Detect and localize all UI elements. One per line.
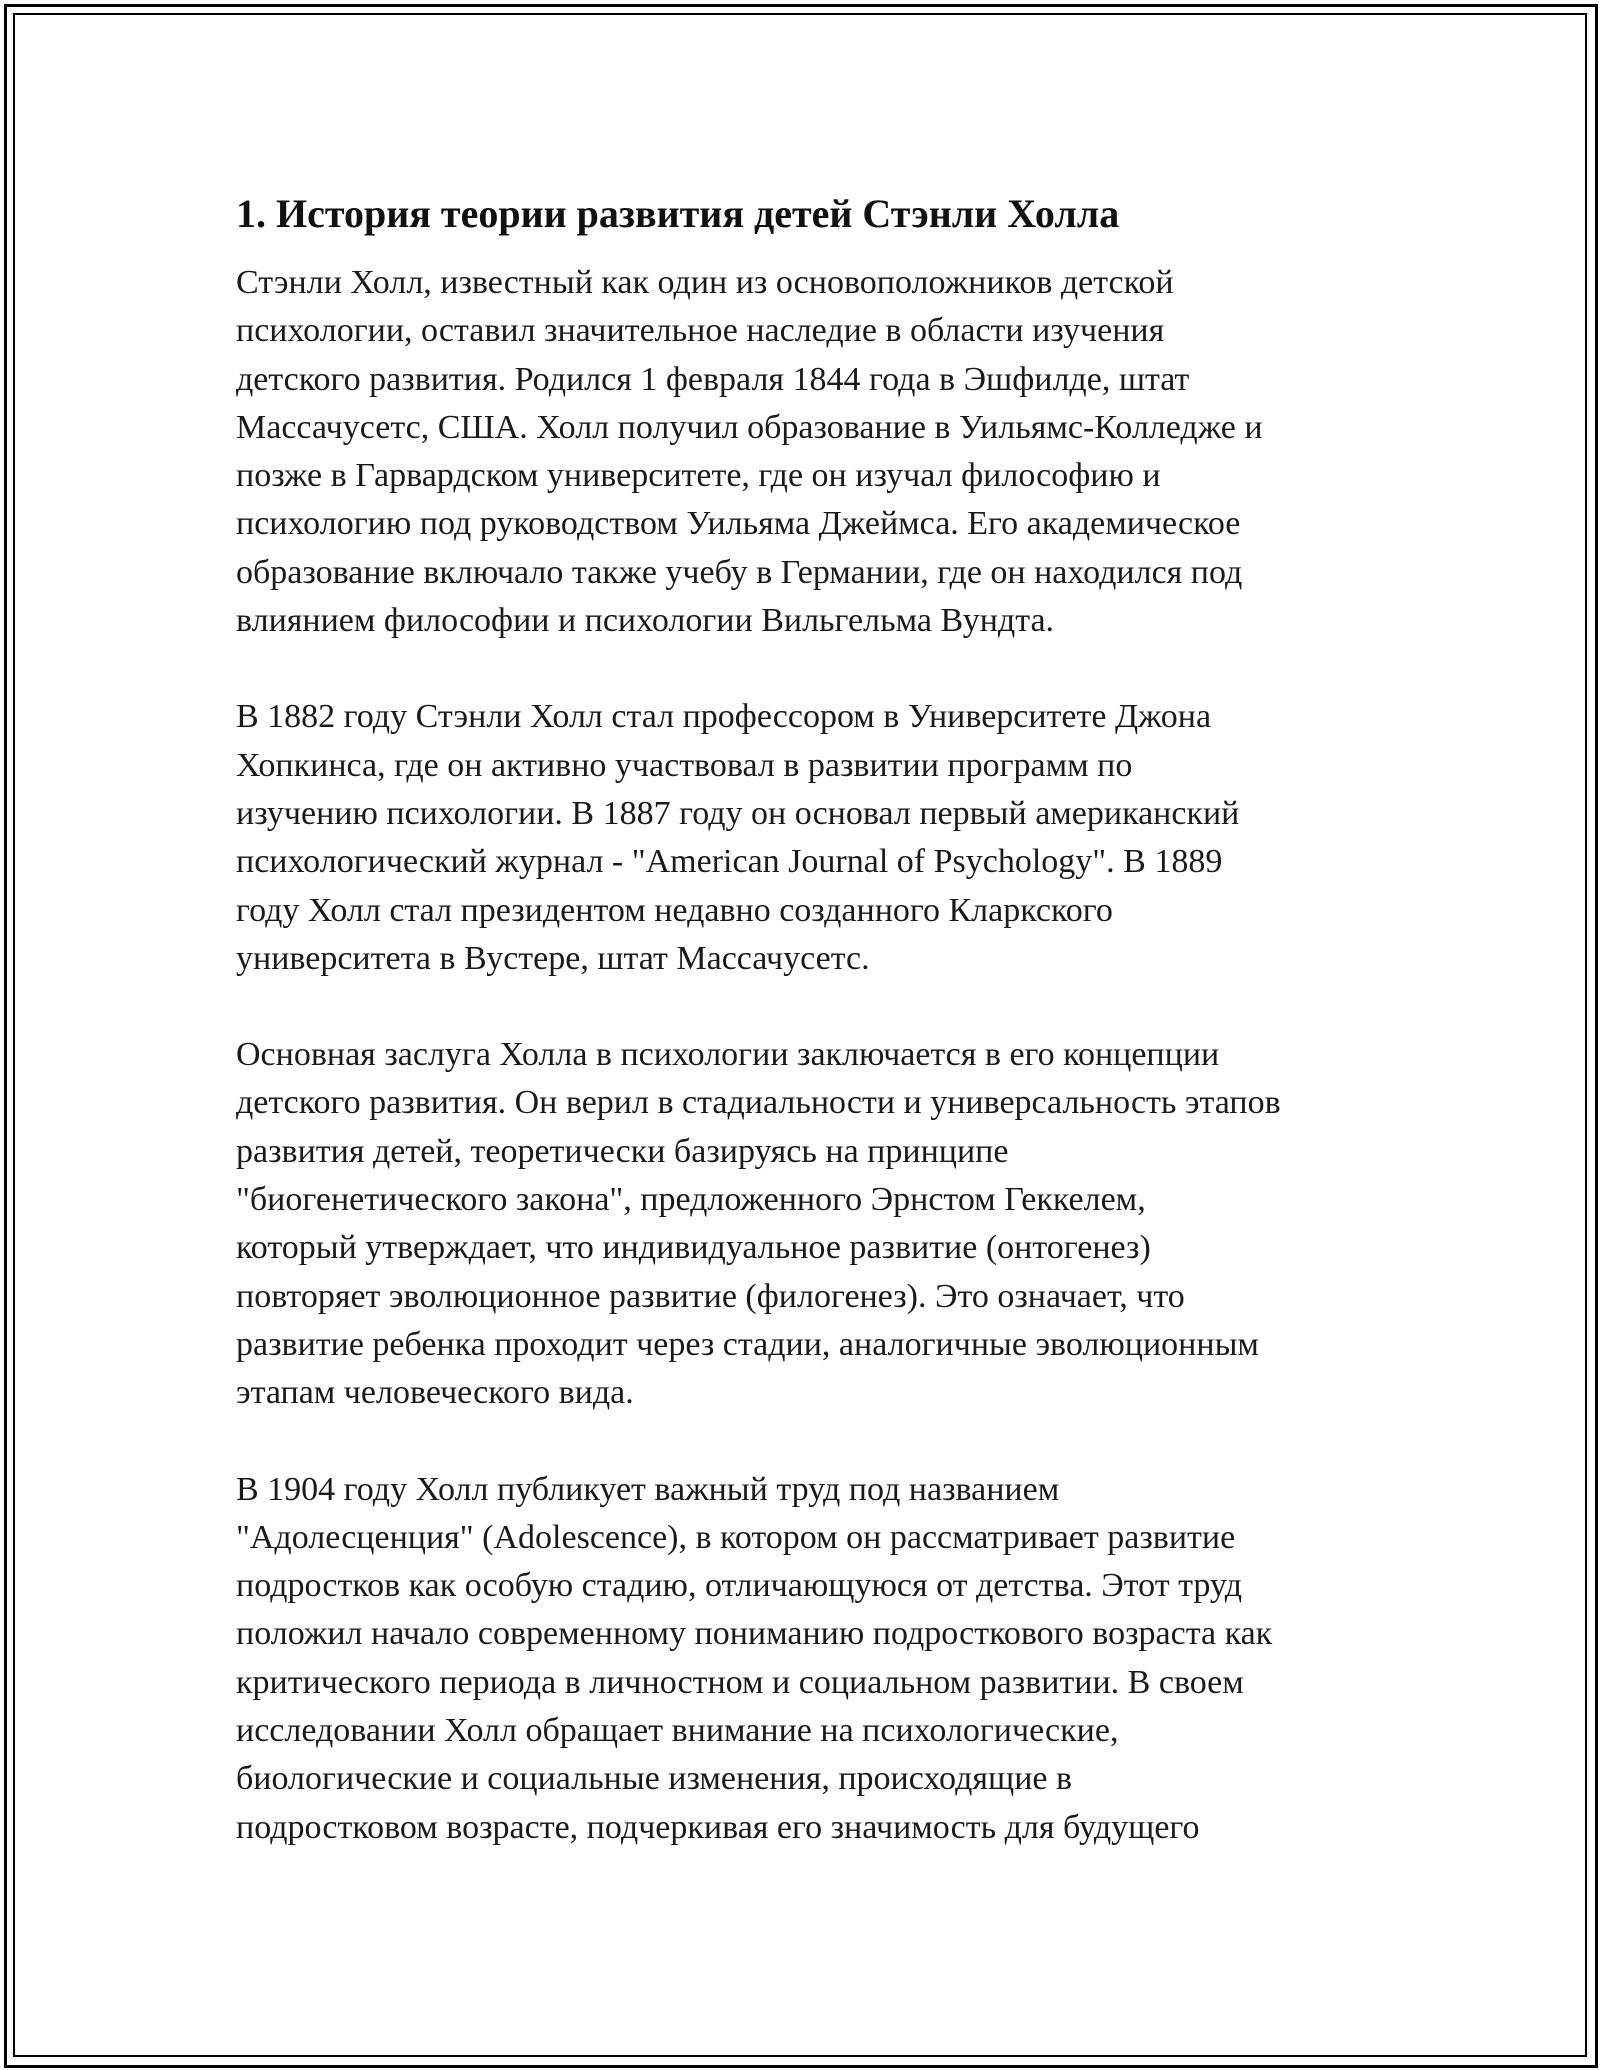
paragraph-concept: Основная заслуга Холла в психологии заключается в его концепции детского развития. Он верил в стадиальности и универсальность этапов развития детей, теоретически базируясь на принципе "биогенетического закона", предложенного Эрнстом Геккелем, который утверждает, что индивидуальное развитие (онтогенез) повторяет эволюционное развитие (филогенез). Это означает, что развитие ребенка проходит через стадии, аналогичные эволюционным этапам человеческого вида. — [236, 1036, 1281, 1412]
document-page — [236, 185, 1376, 1852]
section-title: 1. История теории развития детей Стэнли Холла — [236, 191, 1120, 236]
paragraph-biography: Стэнли Холл, известный как один из основоположников детской психологии, оставил значительное наследие в области изучения детского развития. Родился 1 февраля 1844 года в Эшфилде, штат Массачусетс, США. Холл получил образование в Уильямс-Колледже и позже в Гарвардском университете, где он изучал философию и психологию под руководством Уильяма Джеймса. Его академическое образование включало также учебу в Германии, где он находился под влиянием философии и психологии Вильгельма Вундта. — [236, 264, 1263, 640]
paragraph-adolescence: В 1904 году Холл публикует важный труд под названием "Адолесценция" (Adolescence), в котором он рассматривает развитие подростков как особую стадию, отличающуюся от детства. Этот труд положил начало современному пониманию подросткового возраста как критического периода в личностном и социальном развитии. В своем исследовании Холл обращает внимание на психологические, биологические и социальные изменения, происходящие в подростковом возрасте, подчеркивая его значимость для будущего — [236, 1470, 1273, 1846]
paragraph-career: В 1882 году Стэнли Холл стал профессором в Университете Джона Хопкинса, где он активно участвовал в развитии программ по изучению психологии. В 1887 году он основал первый американский психологический журнал - "American Journal of Psychology". В 1889 году Холл стал президентом недавно созданного Кларкского университета в Вустере, штат Массачусетс. — [236, 698, 1240, 977]
